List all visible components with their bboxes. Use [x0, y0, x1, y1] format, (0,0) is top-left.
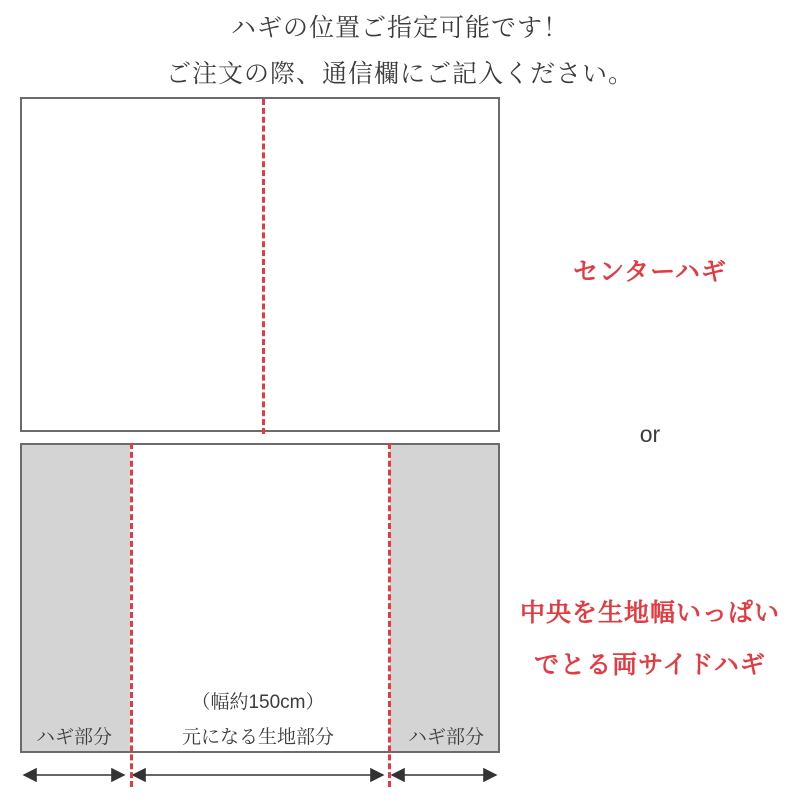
- center-seam-dashed-line: [262, 99, 265, 434]
- seam-panel-right: [390, 445, 498, 751]
- heading-line-2: ご注文の際、通信欄にご記入ください。: [165, 60, 634, 88]
- right-seam-dashed-line: [388, 443, 391, 787]
- heading-line-1: ハギの位置ご指定可能です！: [230, 14, 569, 42]
- caption-center-seam: センターハギ: [573, 258, 727, 286]
- seam-panel-left: [22, 445, 130, 751]
- center-seam-diagram: [20, 97, 500, 432]
- caption-side-seam-line-1: 中央を生地幅いっぱい: [519, 599, 780, 627]
- left-seam-dashed-line: [130, 443, 133, 787]
- caption-side-seam-line-2: でとる両サイドハギ: [534, 651, 766, 679]
- base-fabric-label: 元になる生地部分: [181, 727, 334, 748]
- seam-label-left: ハギ部分: [35, 727, 112, 748]
- caption-or: or: [639, 421, 661, 447]
- seam-label-right: ハギ部分: [407, 727, 484, 748]
- width-note-label: （幅約150cm）: [191, 692, 325, 713]
